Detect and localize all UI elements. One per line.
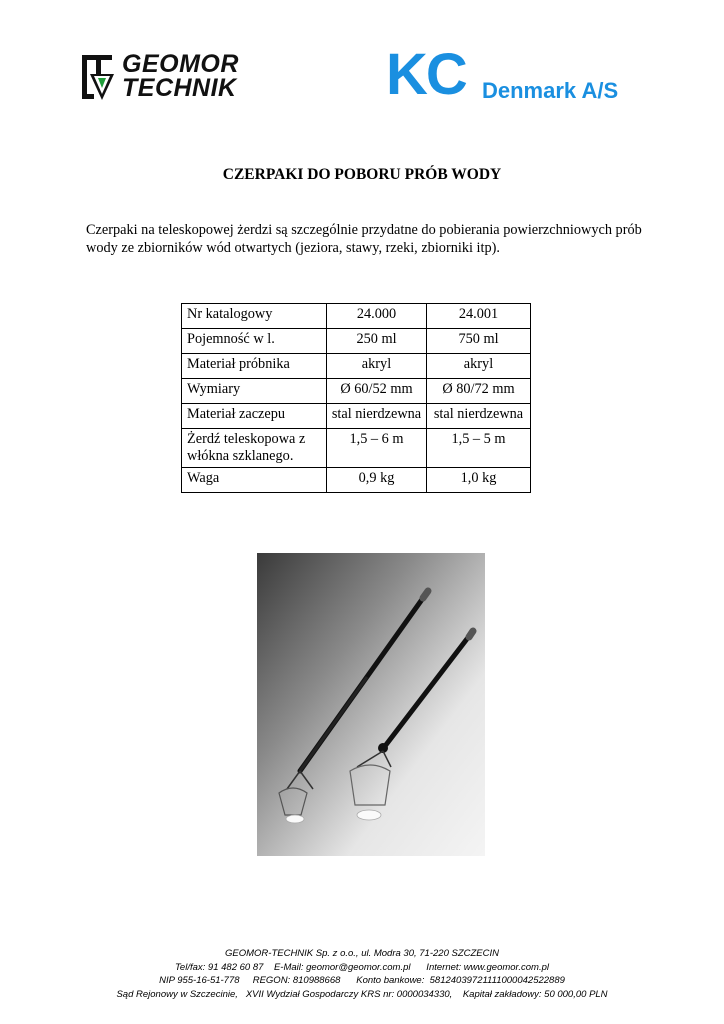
cell-24001: 1,5 – 5 m xyxy=(427,429,531,468)
cell-24000: 0,9 kg xyxy=(327,468,427,493)
document-title: CZERPAKI DO POBORU PRÓB WODY xyxy=(222,166,502,183)
intro-paragraph: Czerpaki na teleskopowej żerdzi są szczególnie przydatne do pobierania powierzchniowych prób wody ze zbiorników wód otwartych (jeziora, stawy, rzeki, zbiorniki itp). xyxy=(86,222,642,256)
denmark-wordmark: Denmark A/S xyxy=(482,78,619,103)
geomor-technik-wordmark xyxy=(122,52,239,100)
logo-line-geomor: GEOMOR xyxy=(122,50,239,78)
cell-24001: 750 ml xyxy=(427,329,531,354)
row-label: Materiał zaczepu xyxy=(182,404,327,429)
gt-logo-mark-icon xyxy=(80,52,118,104)
cell-24001: stal nierdzewna xyxy=(427,404,531,429)
row-label: Wymiary xyxy=(182,379,327,404)
cell-24000: stal nierdzewna xyxy=(327,404,427,429)
row-label: Materiał próbnika xyxy=(182,354,327,379)
footer-line-registration: NIP 955-16-51-778 REGON: 810988668 Konto bankowe: 58124039721111000042522889 xyxy=(159,975,565,986)
cell-24000: 250 ml xyxy=(327,329,427,354)
row-label: Żerdź teleskopowa z włókna szklanego. xyxy=(182,429,327,468)
logo-line-technik: TECHNIK xyxy=(122,74,237,102)
geomor-technik-logo xyxy=(80,52,270,104)
table-row xyxy=(182,404,531,429)
cell-24001: Ø 80/72 mm xyxy=(427,379,531,404)
table-row xyxy=(182,468,531,493)
kc-wordmark: KC xyxy=(386,42,466,107)
footer-line-address: GEOMOR-TECHNIK Sp. z o.o., ul. Modra 30, 71-220 SZCZECIN xyxy=(225,948,499,959)
table-row xyxy=(182,429,531,468)
footer-line-court: Sąd Rejonowy w Szczecinie, XVII Wydział Gospodarczy KRS nr: 0000034330, Kapitał zakładowy: 50 000,00 PLN xyxy=(116,988,608,1000)
table-row xyxy=(182,354,531,379)
product-photo xyxy=(257,553,485,856)
cell-24000: 24.000 xyxy=(327,304,427,329)
footer-line-contact: Tel/fax: 91 482 60 87 E-Mail: geomor@geomor.com.pl Internet: www.geomor.com.pl xyxy=(175,961,549,973)
company-footer xyxy=(0,947,724,1001)
table-row xyxy=(182,304,531,329)
row-label: Nr katalogowy xyxy=(182,304,327,329)
kc-denmark-logo xyxy=(386,42,656,110)
cell-24001: 24.001 xyxy=(427,304,531,329)
table-row xyxy=(182,379,531,404)
row-label: Pojemność w l. xyxy=(182,329,327,354)
cell-24001: 1,0 kg xyxy=(427,468,531,493)
cell-24000: 1,5 – 6 m xyxy=(327,429,427,468)
cell-24001: akryl xyxy=(427,354,531,379)
cell-24000: Ø 60/52 mm xyxy=(327,379,427,404)
table-row xyxy=(182,329,531,354)
row-label: Waga xyxy=(182,468,327,493)
cell-24000: akryl xyxy=(327,354,427,379)
spec-table xyxy=(181,303,531,493)
